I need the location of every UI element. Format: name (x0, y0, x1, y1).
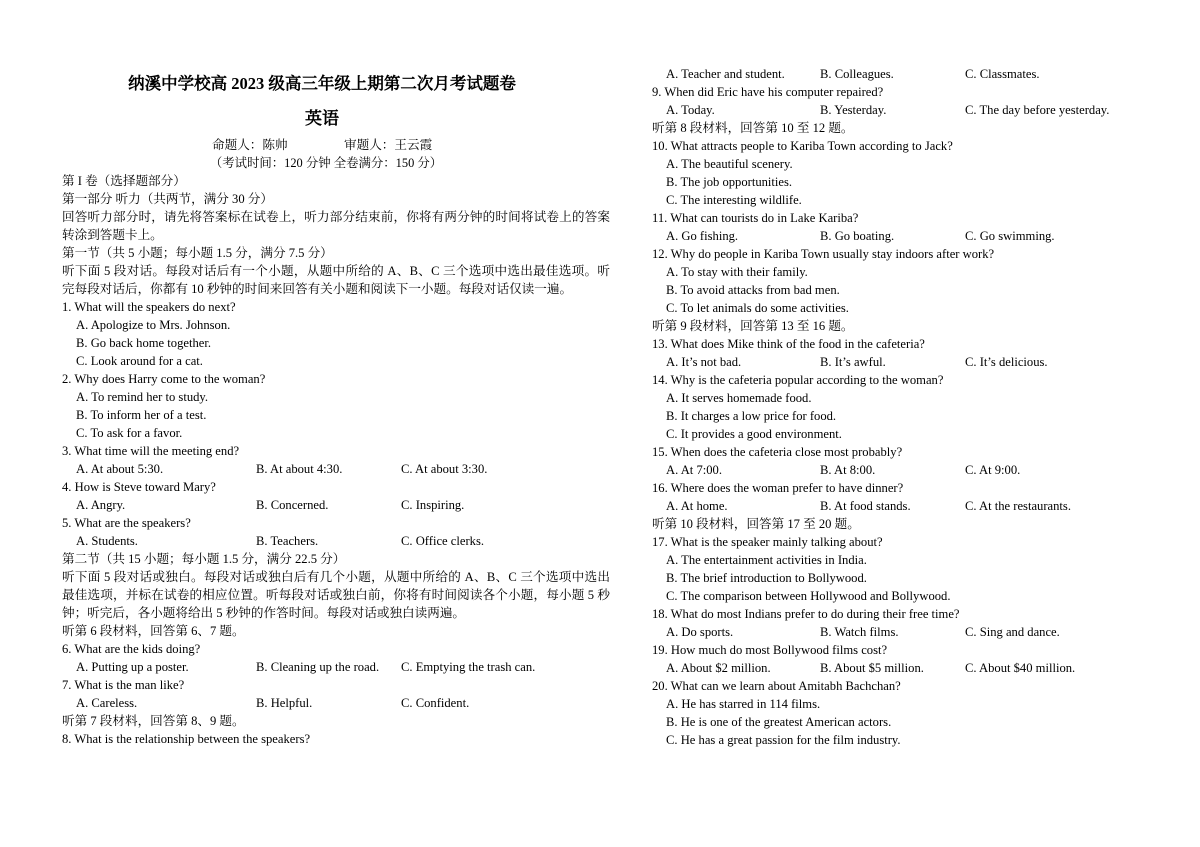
subject-title: 英语 (305, 109, 339, 128)
option-b: B. To avoid attacks from bad men. (666, 283, 840, 297)
exam-info: （考试时间：120 分钟 全卷满分：150 分） (209, 156, 443, 170)
option-b: B. At food stands. (820, 499, 911, 513)
question-stem: 1. What will the speakers do next? (62, 300, 236, 314)
section-heading: 第一节（共 5 小题；每小题 1.5 分，满分 7.5 分） (62, 246, 333, 260)
option-c: C. The comparison between Hollywood and Bollywood. (666, 589, 951, 603)
question-stem: 11. What can tourists do in Lake Kariba? (652, 211, 859, 225)
question-stem: 13. What does Mike think of the food in the cafeteria? (652, 337, 925, 351)
option-a: A. It’s not bad. (666, 355, 742, 369)
question-stem: 8. What is the relationship between the speakers? (62, 732, 311, 746)
question-stem: 12. Why do people in Kariba Town usually stay indoors after work? (652, 247, 995, 261)
option-a: A. Putting up a poster. (76, 660, 189, 674)
instruction-text: 转涂到答题卡上。 (62, 228, 163, 242)
option-b: B. The brief introduction to Bollywood. (666, 571, 867, 585)
option-a: A. Angry. (76, 498, 126, 512)
question-stem: 9. When did Eric have his computer repaired? (652, 85, 884, 99)
option-a: A. To remind her to study. (76, 390, 209, 404)
question-stem: 18. What do most Indians prefer to do during their free time? (652, 607, 960, 621)
option-c: C. He has a great passion for the film industry. (666, 733, 901, 747)
option-a: A. About $2 million. (666, 661, 771, 675)
option-a: A. At about 5:30. (76, 462, 164, 476)
instruction-text: 钟；听完后，各小题将给出 5 秒钟的作答时间。每段对话或独白读两遍。 (62, 606, 465, 620)
instruction-text: 最佳选项，并标在试卷的相应位置。听每段对话或独白前，你将有时间阅读各个小题，每小题 5 秒 (62, 588, 610, 602)
option-c: C. At the restaurants. (965, 499, 1071, 513)
material-heading: 听第 9 段材料，回答第 13 至 16 题。 (652, 319, 854, 333)
option-c: C. About $40 million. (965, 661, 1076, 675)
option-b: B. It’s awful. (820, 355, 886, 369)
material-heading: 听第 7 段材料，回答第 8、9 题。 (62, 714, 245, 728)
option-a: A. Students. (76, 534, 138, 548)
option-c: C. Office clerks. (401, 534, 484, 548)
option-a: A. The beautiful scenery. (666, 157, 793, 171)
option-c: C. Look around for a cat. (76, 354, 203, 368)
question-stem: 6. What are the kids doing? (62, 642, 201, 656)
option-a: A. Today. (666, 103, 715, 117)
question-stem: 3. What time will the meeting end? (62, 444, 240, 458)
instruction-text: 听下面 5 段对话或独白。每段对话或独白后有几个小题，从题中所给的 A、B、C 三个选项中选出 (62, 570, 610, 584)
option-b: B. It charges a low price for food. (666, 409, 837, 423)
option-a: A. Careless. (76, 696, 138, 710)
option-row (62, 496, 610, 514)
option-a: A. Do sports. (666, 625, 734, 639)
option-c: C. Go swimming. (965, 229, 1055, 243)
option-b: B. Concerned. (256, 498, 329, 512)
question-stem: 15. When does the cafeteria close most probably? (652, 445, 903, 459)
instruction-text: 回答听力部分时，请先将答案标在试卷上，听力部分结束前，你将有两分钟的时间将试卷上的答案 (62, 210, 610, 224)
option-row (652, 623, 1152, 641)
option-a: A. It serves homemade food. (666, 391, 812, 405)
reviewer: 审题人：王云霞 (344, 138, 433, 152)
option-b: B. The job opportunities. (666, 175, 793, 189)
question-stem: 7. What is the man like? (62, 678, 185, 692)
option-c: C. Classmates. (965, 67, 1040, 81)
material-heading: 听第 8 段材料，回答第 10 至 12 题。 (652, 121, 854, 135)
option-row (62, 658, 610, 676)
option-c: C. It provides a good environment. (666, 427, 842, 441)
option-c: C. To ask for a favor. (76, 426, 183, 440)
instruction-text: 完每段对话后，你都有 10 秒钟的时间来回答有关小题和阅读下一小题。每段对话仅读一遍。 (62, 282, 573, 296)
option-b: B. At 8:00. (820, 463, 876, 477)
option-a: A. Apologize to Mrs. Johnson. (76, 318, 231, 332)
option-row (652, 659, 1152, 677)
option-b: B. About $5 million. (820, 661, 924, 675)
part-heading: 第一部分 听力（共两节，满分 30 分） (62, 192, 273, 206)
instruction-text: 听下面 5 段对话。每段对话后有一个小题，从题中所给的 A、B、C 三个选项中选出最佳选项。听 (62, 264, 610, 278)
option-b: B. Cleaning up the road. (256, 660, 380, 674)
material-heading: 听第 10 段材料，回答第 17 至 20 题。 (652, 517, 860, 531)
option-c: C. Emptying the trash can. (401, 660, 536, 674)
option-b: B. Helpful. (256, 696, 313, 710)
option-c: C. Confident. (401, 696, 470, 710)
option-c: C. Sing and dance. (965, 625, 1060, 639)
option-row (652, 227, 1152, 245)
option-c: C. The day before yesterday. (965, 103, 1110, 117)
option-b: B. Colleagues. (820, 67, 894, 81)
option-c: C. The interesting wildlife. (666, 193, 802, 207)
exam-title: 纳溪中学校高 2023 级高三年级上期第二次月考试题卷 (128, 74, 516, 93)
question-stem: 14. Why is the cafeteria popular according to the woman? (652, 373, 944, 387)
option-row (652, 353, 1152, 371)
question-stem: 10. What attracts people to Kariba Town according to Jack? (652, 139, 953, 153)
option-row (62, 694, 610, 712)
option-row (652, 461, 1152, 479)
option-c: C. It’s delicious. (965, 355, 1048, 369)
option-row (62, 532, 610, 550)
question-stem: 17. What is the speaker mainly talking about? (652, 535, 883, 549)
question-stem: 2. Why does Harry come to the woman? (62, 372, 266, 386)
option-c: C. At about 3:30. (401, 462, 488, 476)
option-b: B. Go boating. (820, 229, 895, 243)
option-b: B. Teachers. (256, 534, 319, 548)
option-a: A. At home. (666, 499, 728, 513)
section-heading: 第二节（共 15 小题；每小题 1.5 分，满分 22.5 分） (62, 552, 346, 566)
option-c: C. At 9:00. (965, 463, 1021, 477)
material-heading: 听第 6 段材料，回答第 6、7 题。 (62, 624, 245, 638)
option-row (652, 101, 1152, 119)
setter: 命题人：陈帅 (212, 138, 288, 152)
option-a: A. The entertainment activities in India. (666, 553, 867, 567)
option-a: A. Teacher and student. (666, 67, 785, 81)
question-stem: 4. How is Steve toward Mary? (62, 480, 216, 494)
question-stem: 5. What are the speakers? (62, 516, 191, 530)
option-b: B. He is one of the greatest American actors. (666, 715, 892, 729)
option-b: B. Watch films. (820, 625, 899, 639)
option-a: A. He has starred in 114 films. (666, 697, 821, 711)
author-line (62, 136, 610, 154)
option-a: A. Go fishing. (666, 229, 739, 243)
option-c: C. Inspiring. (401, 498, 465, 512)
question-stem: 19. How much do most Bollywood films cost? (652, 643, 888, 657)
option-b: B. At about 4:30. (256, 462, 343, 476)
option-b: B. To inform her of a test. (76, 408, 207, 422)
option-row (652, 65, 1152, 83)
volume-heading: 第 I 卷（选择题部分） (62, 174, 186, 188)
option-row (62, 460, 610, 478)
question-stem: 16. Where does the woman prefer to have dinner? (652, 481, 904, 495)
option-a: A. At 7:00. (666, 463, 722, 477)
question-stem: 20. What can we learn about Amitabh Bachchan? (652, 679, 901, 693)
option-c: C. To let animals do some activities. (666, 301, 849, 315)
option-b: B. Yesterday. (820, 103, 887, 117)
option-a: A. To stay with their family. (666, 265, 808, 279)
option-b: B. Go back home together. (76, 336, 212, 350)
option-row (652, 497, 1152, 515)
